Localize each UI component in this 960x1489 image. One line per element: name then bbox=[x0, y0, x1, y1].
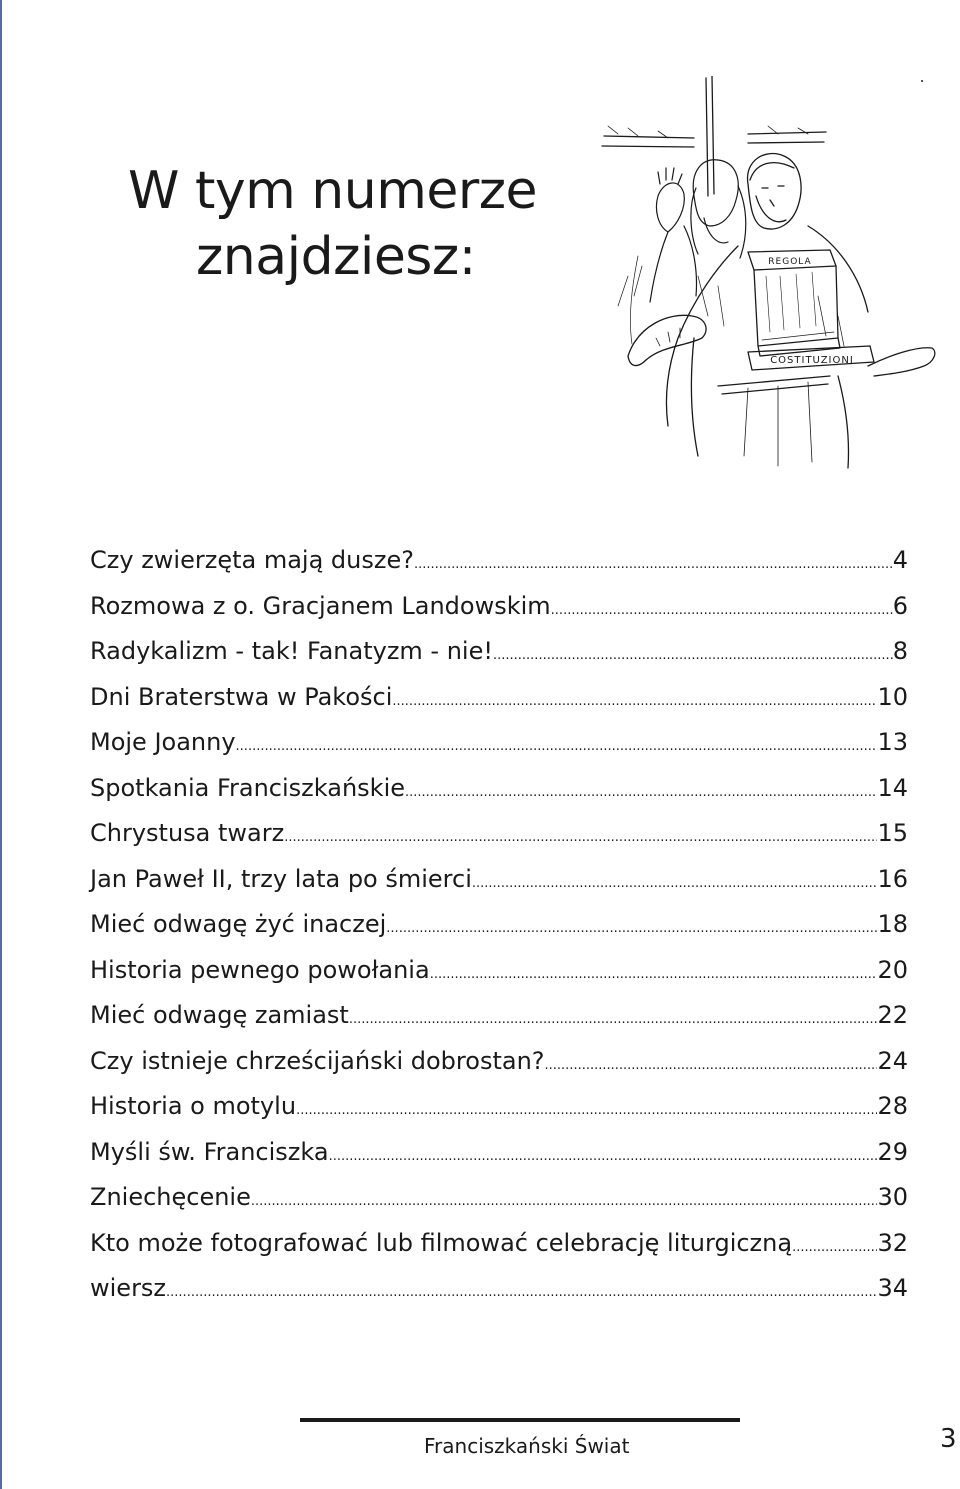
franciscan-sketch-illustration bbox=[598, 76, 943, 471]
toc-dot-leader bbox=[251, 1179, 878, 1225]
toc-entry-title: Historia o motylu bbox=[90, 1092, 297, 1120]
toc-entry bbox=[90, 902, 908, 948]
toc-entry bbox=[90, 675, 908, 721]
toc-entry-title: Rozmowa z o. Gracjanem Landowskim bbox=[90, 591, 551, 620]
toc-entry-page: 32 bbox=[877, 1228, 908, 1257]
toc-entry-page: 24 bbox=[877, 1046, 908, 1075]
toc-entry bbox=[90, 1084, 908, 1130]
toc-entry bbox=[90, 1266, 908, 1312]
toc-entry bbox=[90, 538, 908, 584]
table-of-contents bbox=[90, 538, 908, 1312]
toc-dot-leader bbox=[386, 906, 877, 952]
toc-entry-title: Chrystusa twarz bbox=[90, 819, 285, 847]
toc-entry-page: 6 bbox=[892, 591, 908, 620]
toc-entry-title: Czy istnieje chrześcijański dobrostan? bbox=[90, 1046, 545, 1075]
book-regola-label: REGOLA bbox=[768, 257, 812, 267]
toc-dot-leader bbox=[284, 815, 877, 861]
toc-dot-leader bbox=[405, 770, 877, 816]
toc-entry-title: Zniechęcenie bbox=[90, 1183, 251, 1211]
toc-entry-page: 29 bbox=[877, 1137, 908, 1166]
toc-entry-title: Mieć odwagę zamiast bbox=[90, 1001, 349, 1029]
toc-entry bbox=[90, 766, 908, 812]
toc-entry bbox=[90, 857, 908, 903]
page-title bbox=[128, 158, 537, 290]
toc-entry-title: Historia pewnego powołania bbox=[90, 955, 430, 984]
page-number: 3 bbox=[940, 1424, 957, 1454]
cross-icon bbox=[602, 76, 826, 196]
footer-magazine-title: Franciszkański Świat bbox=[424, 1434, 630, 1458]
toc-entry-page: 4 bbox=[892, 546, 908, 574]
toc-dot-leader bbox=[296, 1088, 877, 1134]
toc-entry-title: Dni Braterstwa w Pakości bbox=[90, 682, 393, 711]
toc-entry-page: 14 bbox=[877, 773, 908, 802]
toc-entry bbox=[90, 948, 908, 994]
toc-entry-page: 10 bbox=[877, 682, 908, 711]
toc-dot-leader bbox=[430, 952, 878, 998]
toc-dot-leader bbox=[236, 724, 878, 770]
toc-entry bbox=[90, 629, 908, 675]
book-costituzioni-label: COSTITUZIONI bbox=[770, 355, 854, 366]
toc-entry bbox=[90, 1130, 908, 1176]
toc-entry-page: 8 bbox=[892, 637, 908, 665]
toc-dot-leader bbox=[551, 588, 893, 634]
toc-dot-leader bbox=[166, 1270, 877, 1316]
page-title-line-2: znajdziesz: bbox=[196, 227, 476, 287]
footer-divider bbox=[300, 1418, 740, 1422]
toc-dot-leader bbox=[472, 861, 878, 907]
toc-entry-title: Radykalizm - tak! Fanatyzm - nie! bbox=[90, 637, 493, 665]
toc-entry-page: 20 bbox=[877, 955, 908, 984]
page-left-edge-rule bbox=[0, 0, 2, 1489]
toc-entry-title: Jan Paweł II, trzy lata po śmierci bbox=[90, 864, 472, 893]
toc-entry-page: 28 bbox=[877, 1092, 908, 1120]
toc-entry-page: 34 bbox=[877, 1274, 908, 1302]
christ-figure-sketch bbox=[618, 160, 746, 344]
page-title-line-1: W tym numerze bbox=[128, 161, 538, 221]
toc-dot-leader bbox=[545, 1043, 878, 1089]
toc-entry bbox=[90, 1039, 908, 1085]
toc-dot-leader bbox=[414, 542, 893, 588]
toc-entry-title: Mieć odwagę żyć inaczej bbox=[90, 910, 387, 938]
toc-entry bbox=[90, 1175, 908, 1221]
toc-entry bbox=[90, 584, 908, 630]
toc-dot-leader bbox=[792, 1225, 877, 1271]
toc-entry-title: Myśli św. Franciszka bbox=[90, 1137, 329, 1166]
toc-dot-leader bbox=[493, 633, 893, 679]
toc-entry-title: Moje Joanny bbox=[90, 728, 236, 756]
toc-entry-title: Spotkania Franciszkańskie bbox=[90, 773, 405, 802]
toc-dot-leader bbox=[349, 997, 878, 1043]
toc-entry bbox=[90, 720, 908, 766]
toc-dot-leader bbox=[392, 679, 877, 725]
toc-entry-page: 22 bbox=[877, 1001, 908, 1029]
books-sketch bbox=[748, 250, 874, 370]
toc-entry-page: 16 bbox=[877, 864, 908, 893]
toc-entry-title: Kto może fotografować lub filmować celebrację liturgiczną bbox=[90, 1228, 793, 1257]
toc-entry bbox=[90, 993, 908, 1039]
toc-entry-page: 18 bbox=[877, 910, 908, 938]
toc-dot-leader bbox=[329, 1134, 878, 1180]
toc-entry-title: wiersz bbox=[90, 1274, 167, 1302]
toc-entry bbox=[90, 1221, 908, 1267]
toc-entry-title: Czy zwierzęta mają dusze? bbox=[90, 546, 414, 574]
toc-entry-page: 13 bbox=[877, 728, 908, 756]
toc-entry-page: 15 bbox=[877, 819, 908, 847]
francis-figure-sketch bbox=[628, 154, 935, 468]
toc-entry-page: 30 bbox=[877, 1183, 908, 1211]
toc-entry bbox=[90, 811, 908, 857]
